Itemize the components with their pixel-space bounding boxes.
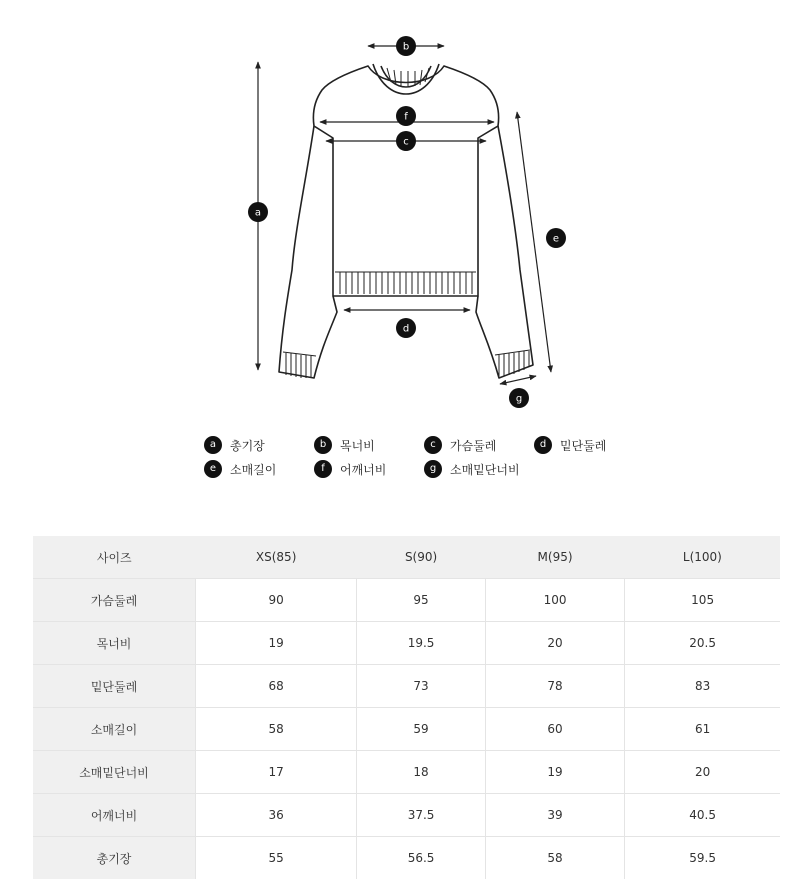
legend-label: 목너비 [340, 438, 375, 453]
table-header-row [33, 536, 780, 579]
header-cell: M(95) [485, 536, 624, 579]
legend-label: 총기장 [230, 438, 265, 453]
table-cell: 59 [357, 708, 486, 751]
table-cell: 78 [485, 665, 624, 708]
marker-g [509, 388, 529, 408]
table-cell: 95 [357, 579, 486, 622]
legend-badge: a [204, 436, 222, 454]
legend-item-c [424, 436, 496, 454]
table-cell: 17 [196, 751, 357, 794]
table-cell: 40.5 [625, 794, 780, 837]
svg-text:e: e [552, 233, 560, 245]
table-cell: 19 [196, 622, 357, 665]
size-table [33, 536, 780, 879]
table-cell: 20 [625, 751, 780, 794]
legend-badge: e [204, 460, 222, 478]
table-cell: 83 [625, 665, 780, 708]
table-cell: 100 [485, 579, 624, 622]
table-row [33, 794, 780, 837]
table-row [33, 708, 780, 751]
table-cell: 61 [625, 708, 780, 751]
marker-a [248, 202, 268, 222]
legend-badge: f [314, 460, 332, 478]
legend-badge: c [424, 436, 442, 454]
table-cell: 68 [196, 665, 357, 708]
legend-label: 밑단둘레 [560, 438, 607, 453]
table-cell: 18 [357, 751, 486, 794]
table-cell: 56.5 [357, 837, 486, 880]
table-cell: 60 [485, 708, 624, 751]
row-label: 소매길이 [33, 708, 196, 751]
table-cell: 105 [625, 579, 780, 622]
header-cell: L(100) [625, 536, 780, 579]
svg-text:b: b [402, 41, 410, 53]
table-cell: 20.5 [625, 622, 780, 665]
legend-label: 가슴둘레 [450, 438, 497, 453]
measure-markers [248, 36, 566, 408]
marker-d [396, 318, 416, 338]
sweater-diagram [0, 0, 800, 430]
legend-label: 소매길이 [230, 462, 277, 477]
table-row [33, 622, 780, 665]
row-label: 총기장 [33, 837, 196, 880]
legend-badge: g [424, 460, 442, 478]
table-row [33, 665, 780, 708]
table-cell: 58 [196, 708, 357, 751]
table-cell: 58 [485, 837, 624, 880]
marker-e [546, 228, 566, 248]
table-cell: 19 [485, 751, 624, 794]
table-cell: 20 [485, 622, 624, 665]
row-label: 어깨너비 [33, 794, 196, 837]
row-label: 가슴둘레 [33, 579, 196, 622]
legend-label: 어깨너비 [340, 462, 387, 477]
svg-text:g: g [515, 393, 523, 405]
legend-item-f [314, 460, 386, 478]
table-row [33, 579, 780, 622]
marker-b [396, 36, 416, 56]
legend-badge: b [314, 436, 332, 454]
table-row [33, 837, 780, 880]
table-cell: 39 [485, 794, 624, 837]
header-cell: S(90) [357, 536, 486, 579]
table-row [33, 751, 780, 794]
table-cell: 19.5 [357, 622, 486, 665]
legend-label: 소매밑단너비 [450, 462, 520, 477]
legend-item-e [204, 460, 276, 478]
legend-item-b [314, 436, 375, 454]
legend-item-a [204, 436, 265, 454]
svg-text:c: c [403, 136, 409, 148]
table-cell: 59.5 [689, 851, 716, 865]
marker-f [396, 106, 416, 126]
svg-text:a: a [254, 207, 262, 219]
table-cell: 55 [196, 837, 357, 880]
marker-c [396, 131, 416, 151]
legend-badge: d [534, 436, 552, 454]
row-label: 밑단둘레 [33, 665, 196, 708]
row-label: 소매밑단너비 [33, 751, 196, 794]
legend-item-d [534, 436, 606, 454]
header-cell: 사이즈 [33, 536, 196, 579]
legend-item-g [424, 460, 520, 478]
table-cell: 90 [196, 579, 357, 622]
svg-text:d: d [402, 323, 410, 335]
svg-text:f: f [404, 111, 408, 123]
table-cell: 36 [196, 794, 357, 837]
table-cell: 37.5 [357, 794, 486, 837]
row-label: 목너비 [33, 622, 196, 665]
header-cell: XS(85) [196, 536, 357, 579]
table-cell: 73 [357, 665, 486, 708]
